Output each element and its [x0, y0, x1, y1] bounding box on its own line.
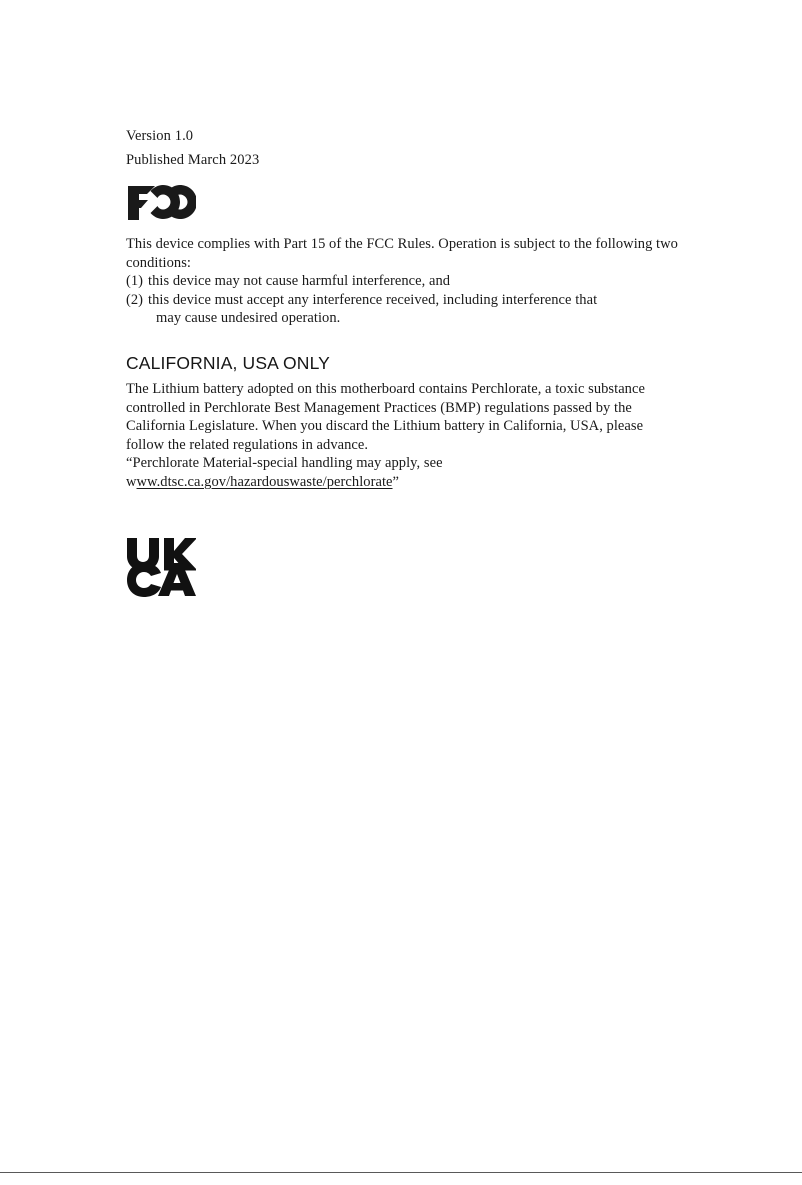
- footer-divider: [0, 1172, 802, 1173]
- dtsc-hazardouswaste-link[interactable]: ww.dtsc.ca.gov/hazardouswaste/: [136, 473, 327, 490]
- fcc-conditions-list: [126, 272, 682, 328]
- perchlorate-notice: [126, 454, 682, 491]
- page-content: [126, 124, 682, 603]
- dtsc-perchlorate-link[interactable]: perchlorate: [326, 473, 393, 490]
- fcc-condition-2: [126, 291, 682, 310]
- condition-text: this device must accept any interference received, including interference that: [148, 291, 598, 308]
- published-line: Published March 2023: [126, 152, 260, 168]
- fcc-compliance-paragraph: This device complies with Part 15 of the FCC Rules. Operation is subject to the following two conditions:: [126, 236, 678, 271]
- fcc-compliance-section: [126, 235, 682, 328]
- version-line: Version 1.0: [126, 128, 194, 144]
- fcc-condition-2-continuation: may cause undesired operation.: [156, 310, 341, 327]
- california-heading: CALIFORNIA, USA ONLY: [126, 352, 330, 373]
- condition-text: this device may not cause harmful interference, and: [148, 273, 451, 290]
- ukca-logo: [126, 537, 196, 598]
- fcc-condition-1: [126, 272, 682, 291]
- california-section: [126, 380, 682, 492]
- california-paragraph: The Lithium battery adopted on this motherboard contains Perchlorate, a toxic substance controlled in Perchlorate Best Management Practices (BMP) regulations passed by the California Legislature. When you discard the Lithium battery in California, USA, please follow the related regulations in advance.: [126, 380, 645, 453]
- condition-marker: (2): [126, 291, 144, 308]
- condition-marker: (1): [126, 273, 144, 290]
- notice-lead-text: “Perchlorate Material-special handling may apply, see w: [126, 455, 443, 490]
- notice-close-quote: ”: [392, 473, 400, 490]
- fcc-logo: [126, 181, 196, 225]
